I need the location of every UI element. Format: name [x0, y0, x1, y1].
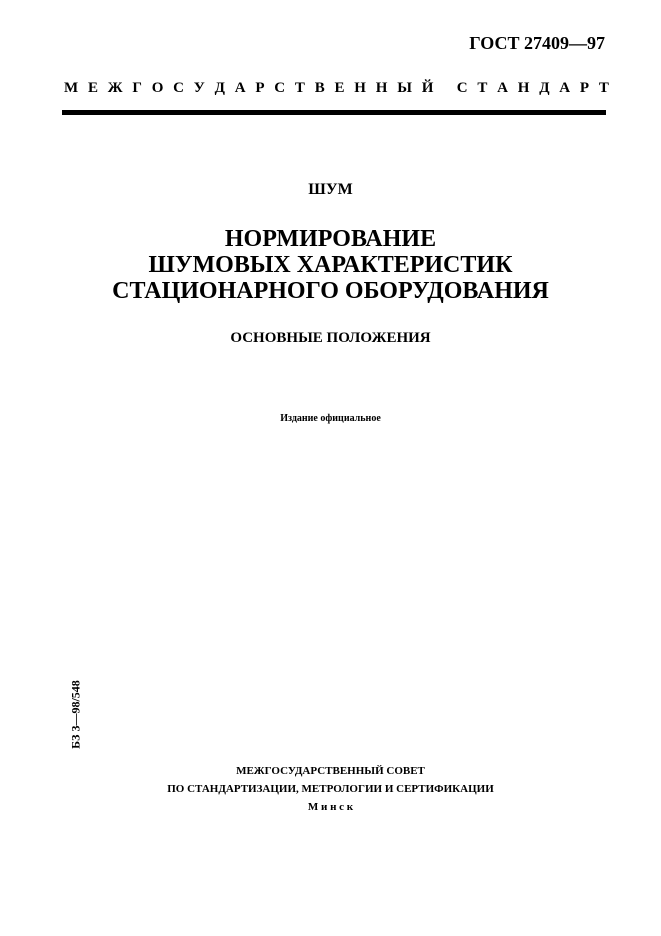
category-letter: А: [497, 80, 508, 96]
category-letter: А: [234, 80, 246, 96]
standard-number: ГОСТ 27409—97: [469, 33, 605, 53]
category-letter: Ж: [107, 80, 123, 96]
category-letter: Т: [598, 80, 609, 96]
header-rule: [62, 110, 606, 115]
category-letter: Е: [334, 80, 345, 96]
category-letter: Р: [579, 80, 590, 96]
category-letter: Н: [354, 80, 366, 96]
publisher-line: МЕЖГОСУДАРСТВЕННЫЙ СОВЕТ: [236, 765, 425, 777]
category-letter: Ы: [397, 80, 412, 96]
category-letter: О: [151, 80, 164, 96]
category-letter: А: [559, 80, 571, 96]
category-letter: Д: [539, 80, 550, 96]
category-letter: Г: [132, 80, 142, 96]
category-letter: С: [173, 80, 184, 96]
category-letter: Т: [294, 80, 305, 96]
title-line: СТАЦИОНАРНОГО ОБОРУДОВАНИЯ: [112, 278, 549, 304]
category-letter: [443, 80, 447, 97]
subtitle: ОСНОВНЫЕ ПОЛОЖЕНИЯ: [230, 330, 431, 346]
document-title: [0, 226, 661, 304]
category-letter: Д: [214, 80, 225, 96]
publisher: [0, 762, 661, 816]
side-code: БЗ 3—98/548: [68, 680, 83, 749]
category-letter: Н: [375, 80, 388, 96]
category-letter: Н: [517, 80, 530, 96]
category-letter: Й: [421, 80, 434, 96]
title-line: НОРМИРОВАНИЕ: [224, 226, 437, 252]
publisher-line: ПО СТАНДАРТИЗАЦИИ, МЕТРОЛОГИИ И СЕРТИФИКАЦИИ: [167, 783, 494, 795]
category-letter: В: [314, 80, 325, 96]
category-letter: С: [456, 80, 468, 96]
category-letter: Р: [255, 80, 265, 96]
category-letter: М: [64, 80, 79, 96]
edition-note: Издание официальное: [280, 413, 381, 424]
category-letter: У: [193, 80, 205, 96]
title-line: ШУМОВЫХ ХАРАКТЕРИСТИК: [148, 252, 513, 278]
standard-category: [64, 80, 609, 97]
category-letter: С: [274, 80, 286, 96]
category-letter: Е: [87, 80, 98, 96]
category-letter: Т: [477, 80, 488, 96]
topic: ШУМ: [308, 181, 353, 198]
publisher-city: М и н с к: [307, 801, 354, 813]
